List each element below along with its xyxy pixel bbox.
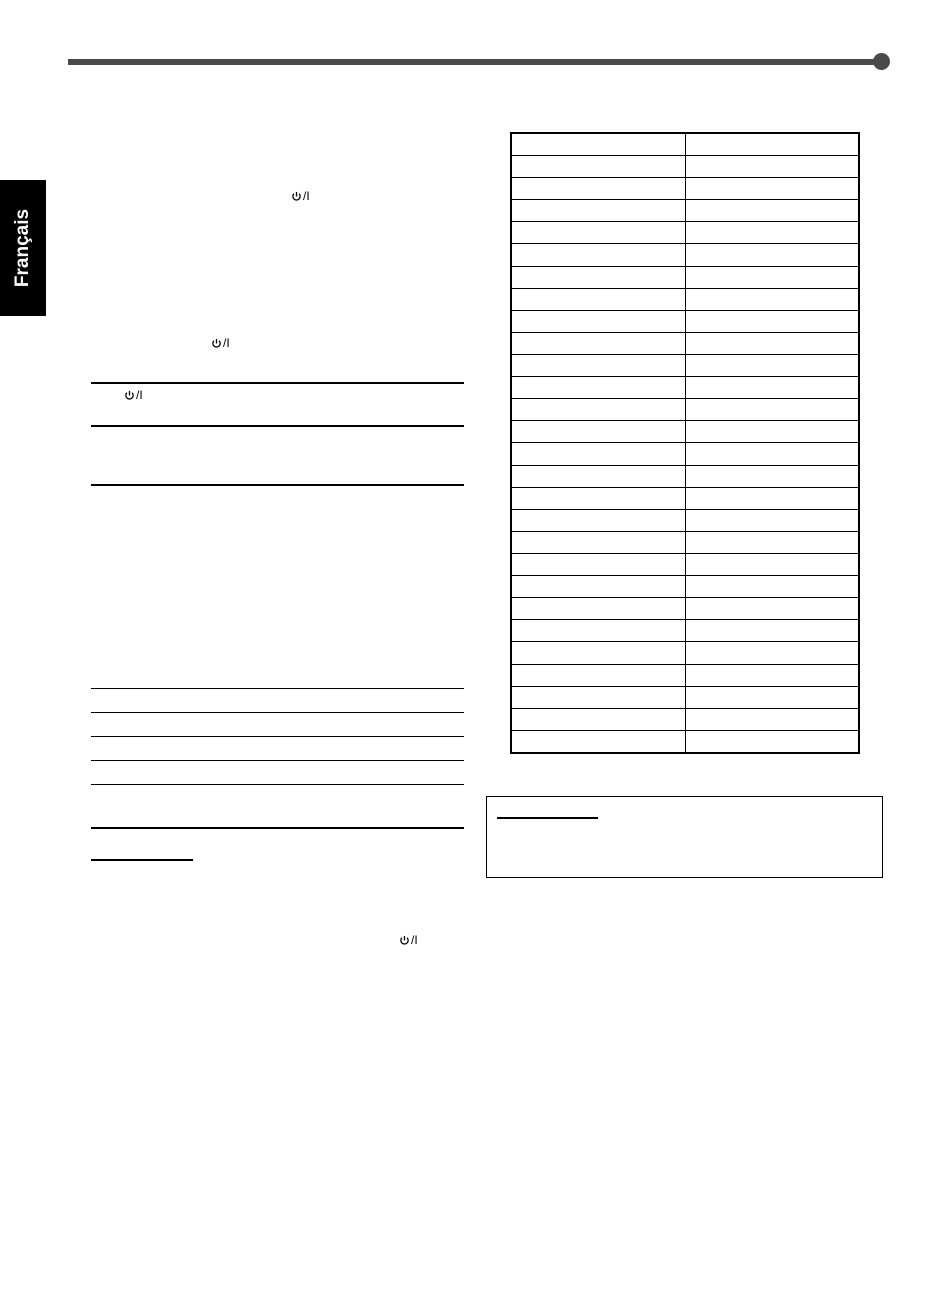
- table-cell: [511, 509, 685, 531]
- table-cell: [511, 310, 685, 332]
- section-rule: [91, 827, 464, 829]
- table-cell: [511, 686, 685, 708]
- table-cell: [511, 288, 685, 310]
- table-cell: [685, 509, 859, 531]
- section-rule: [91, 425, 464, 427]
- table-cell: [511, 708, 685, 730]
- table-row: [511, 620, 859, 642]
- table-cell: [685, 288, 859, 310]
- table-row: [511, 310, 859, 332]
- table-row: [511, 377, 859, 399]
- table-cell: [511, 576, 685, 598]
- table-cell: [685, 178, 859, 200]
- table-row: [511, 332, 859, 354]
- table-cell: [511, 443, 685, 465]
- table-row: [511, 686, 859, 708]
- table-cell: [685, 377, 859, 399]
- table-cell: [511, 664, 685, 686]
- table-header-cell: [685, 133, 859, 156]
- table-cell: [511, 531, 685, 553]
- table-cell: [511, 642, 685, 664]
- table-cell: [685, 399, 859, 421]
- table-row: [511, 664, 859, 686]
- power-symbol: /I: [124, 389, 143, 401]
- table-cell: [511, 266, 685, 288]
- table-row: [511, 200, 859, 222]
- table-row: [511, 531, 859, 553]
- table-header-cell: [511, 133, 685, 156]
- list-rule: [91, 688, 464, 689]
- table-cell: [685, 244, 859, 266]
- table-cell: [685, 598, 859, 620]
- table-row: [511, 399, 859, 421]
- list-rule: [91, 760, 464, 761]
- list-rule: [91, 784, 464, 785]
- table-row: [511, 443, 859, 465]
- power-icon: [124, 390, 135, 401]
- table-cell: [685, 730, 859, 753]
- table-cell: [685, 332, 859, 354]
- table-row: [511, 222, 859, 244]
- table-cell: [685, 576, 859, 598]
- table-cell: [685, 156, 859, 178]
- table-header-row: [511, 133, 859, 156]
- table-cell: [685, 266, 859, 288]
- table-row: [511, 553, 859, 575]
- table-row: [511, 288, 859, 310]
- power-icon: [211, 338, 222, 349]
- table-row: [511, 708, 859, 730]
- list-rule: [91, 712, 464, 713]
- table-cell: [511, 377, 685, 399]
- table-cell: [685, 531, 859, 553]
- power-symbol: /I: [399, 934, 418, 946]
- table-row: [511, 509, 859, 531]
- table-cell: [685, 465, 859, 487]
- table-row: [511, 576, 859, 598]
- table-cell: [511, 222, 685, 244]
- language-tab-label: Français: [12, 208, 33, 288]
- table-cell: [511, 487, 685, 509]
- section-rule: [91, 382, 464, 384]
- table-row: [511, 244, 859, 266]
- table-row: [511, 598, 859, 620]
- table-body: [511, 156, 859, 754]
- table-cell: [685, 664, 859, 686]
- table-cell: [511, 156, 685, 178]
- power-symbol: /I: [211, 337, 230, 349]
- list-rule: [91, 736, 464, 737]
- table-row: [511, 642, 859, 664]
- section-rule: [91, 484, 464, 486]
- table-cell: [685, 708, 859, 730]
- code-table: [510, 132, 860, 754]
- table-cell: [511, 620, 685, 642]
- power-icon: [399, 935, 410, 946]
- table-row: [511, 266, 859, 288]
- table-cell: [685, 222, 859, 244]
- table-row: [511, 465, 859, 487]
- table-cell: [685, 553, 859, 575]
- table-cell: [685, 200, 859, 222]
- table-cell: [511, 332, 685, 354]
- table-cell: [511, 200, 685, 222]
- language-tab: [0, 180, 46, 316]
- table-row: [511, 487, 859, 509]
- table-cell: [685, 686, 859, 708]
- table-cell: [511, 598, 685, 620]
- table-cell: [511, 730, 685, 753]
- table-cell: [511, 354, 685, 376]
- table-cell: [511, 465, 685, 487]
- table-cell: [685, 443, 859, 465]
- notes-heading-underline: [91, 859, 193, 861]
- note-heading-underline: [497, 817, 598, 819]
- table-cell: [685, 354, 859, 376]
- table-row: [511, 178, 859, 200]
- header-rule-endpoint: [873, 53, 890, 70]
- table-row: [511, 730, 859, 753]
- power-symbol: /I: [291, 190, 310, 202]
- table-cell: [511, 553, 685, 575]
- table-cell: [685, 642, 859, 664]
- table-row: [511, 421, 859, 443]
- table-cell: [685, 487, 859, 509]
- table-cell: [511, 421, 685, 443]
- table-cell: [685, 620, 859, 642]
- table-row: [511, 354, 859, 376]
- note-box: [486, 796, 883, 878]
- header-rule: [68, 59, 877, 65]
- table-cell: [511, 178, 685, 200]
- table-cell: [511, 399, 685, 421]
- power-icon: [291, 191, 302, 202]
- table-cell: [685, 421, 859, 443]
- table-row: [511, 156, 859, 178]
- table-cell: [685, 310, 859, 332]
- table-cell: [511, 244, 685, 266]
